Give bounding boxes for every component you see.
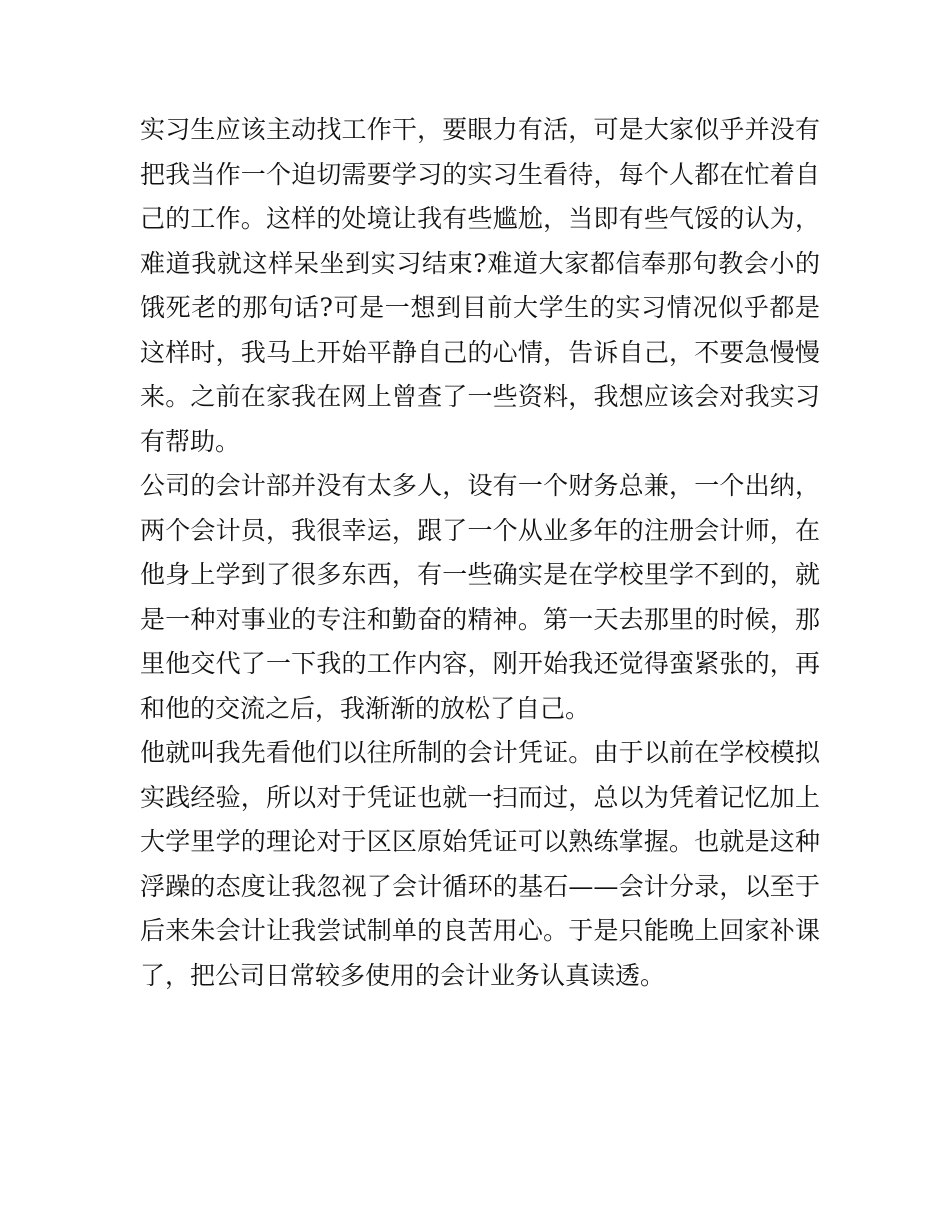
text-line: 浮躁的态度让我忽视了会计循环的基石——会计分录，以至于 [140, 871, 820, 901]
text-line: 是一种对事业的专注和勤奋的精神。第一天去那里的时候，那 [140, 604, 820, 634]
text-line: 他就叫我先看他们以往所制的会计凭证。由于以前在学校模拟 [140, 738, 820, 767]
body-text [140, 108, 820, 998]
text-line: 和他的交流之后，我渐渐的放松了自己。 [140, 693, 591, 723]
text-line: 己的工作。这样的处境让我有些尴尬，当即有些气馁的认为， [140, 204, 820, 233]
text-line: 后来朱会计让我尝试制单的良苦用心。于是只能晚上回家补课 [140, 916, 820, 945]
text-line: 两个会计员，我很幸运，跟了一个从业多年的注册会计师，在 [140, 515, 820, 545]
paragraph-3 [140, 731, 820, 998]
text-line: 饿死老的那句话?可是一想到目前大学生的实习情况似乎都是 [140, 293, 820, 322]
paragraph-1 [140, 108, 820, 464]
text-line: 了，把公司日常较多使用的会计业务认真读透。 [140, 960, 666, 990]
text-line: 来。之前在家我在网上曾查了一些资料，我想应该会对我实习 [140, 382, 820, 411]
text-line: 实践经验，所以对于凭证也就一扫而过，总以为凭着记忆加上 [140, 782, 820, 812]
text-line: 有帮助。 [140, 426, 241, 456]
text-line: 公司的会计部并没有太多人，设有一个财务总兼，一个出纳， [140, 471, 820, 500]
text-line: 他身上学到了很多东西，有一些确实是在学校里学不到的，就 [140, 560, 820, 589]
text-line: 大学里学的理论对于区区原始凭证可以熟练掌握。也就是这种 [140, 827, 820, 856]
text-line: 里他交代了一下我的工作内容，刚开始我还觉得蛮紧张的，再 [140, 649, 820, 678]
text-line: 把我当作一个迫切需要学习的实习生看待，每个人都在忙着自 [140, 159, 820, 189]
text-line: 难道我就这样呆坐到实习结束?难道大家都信奉那句教会小的 [140, 248, 820, 278]
text-line: 实习生应该主动找工作干，要眼力有活，可是大家似乎并没有 [140, 115, 820, 144]
paragraph-2 [140, 464, 820, 731]
text-line: 这样时，我马上开始平静自己的心情，告诉自己，不要急慢慢 [140, 337, 820, 367]
